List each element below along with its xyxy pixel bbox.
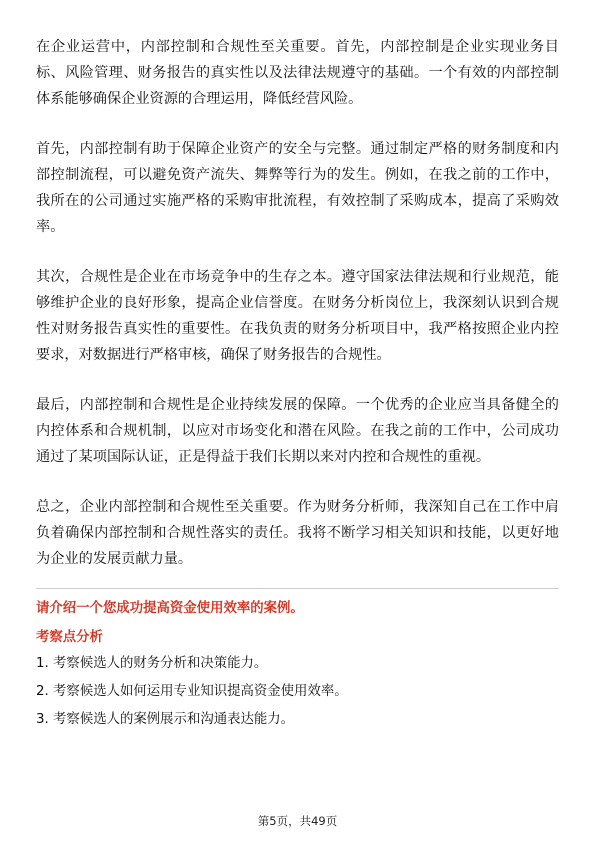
answer-paragraph-5: 总之，企业内部控制和合规性至关重要。作为财务分析师，我深知自己在工作中肩负着确保内部控制和合规性落实的责任。我将不断学习相关知识和技能，以更好地为企业的发展贡献力量。	[36, 499, 559, 567]
page-content	[36, 34, 559, 738]
analysis-list	[36, 654, 559, 730]
answer-paragraph-4: 最后，内部控制和合规性是企业持续发展的保障。一个优秀的企业应当具备健全的内控体系和合规机制，以应对市场变化和潜在风险。在我之前的工作中，公司成功通过了某项国际认证，正是得益于我们长期以来对内控和合规性的重视。	[36, 397, 559, 465]
answer-paragraph-2: 首先，内部控制有助于保障企业资产的安全与完整。通过制定严格的财务制度和内部控制流程，可以避免资产流失、舞弊等行为的发生。例如，在我之前的工作中，我所在的公司通过实施严格的采购审批流程，有效控制了采购成本，提高了采购效率。	[36, 141, 559, 235]
analysis-heading: 考察点分析	[36, 630, 103, 645]
analysis-list-item: 1. 考察候选人的财务分析和决策能力。	[36, 656, 268, 671]
interview-question: 请介绍一个您成功提高资金使用效率的案例。	[36, 601, 304, 616]
analysis-list-item: 2. 考察候选人如何运用专业知识提高资金使用效率。	[36, 684, 348, 699]
answer-paragraph-3: 其次，合规性是企业在市场竞争中的生存之本。遵守国家法律法规和行业规范，能够维护企业的良好形象，提高企业信誉度。在财务分析岗位上，我深刻认识到合规性对财务报告真实性的重要性。在我负责的财务分析项目中，我严格按照企业内控要求，对数据进行严格审核，确保了财务报告的合规性。	[36, 269, 559, 363]
analysis-list-item: 3. 考察候选人的案例展示和沟通表达能力。	[36, 712, 295, 727]
page-number: 第5页，共49页	[257, 814, 338, 828]
answer-paragraph-1: 在企业运营中，内部控制和合规性至关重要。首先，内部控制是企业实现业务目标、风险管理、财务报告的真实性以及法律法规遵守的基础。一个有效的内部控制体系能够确保企业资源的合理运用，降低经营风险。	[36, 39, 559, 107]
section-divider	[36, 588, 559, 589]
